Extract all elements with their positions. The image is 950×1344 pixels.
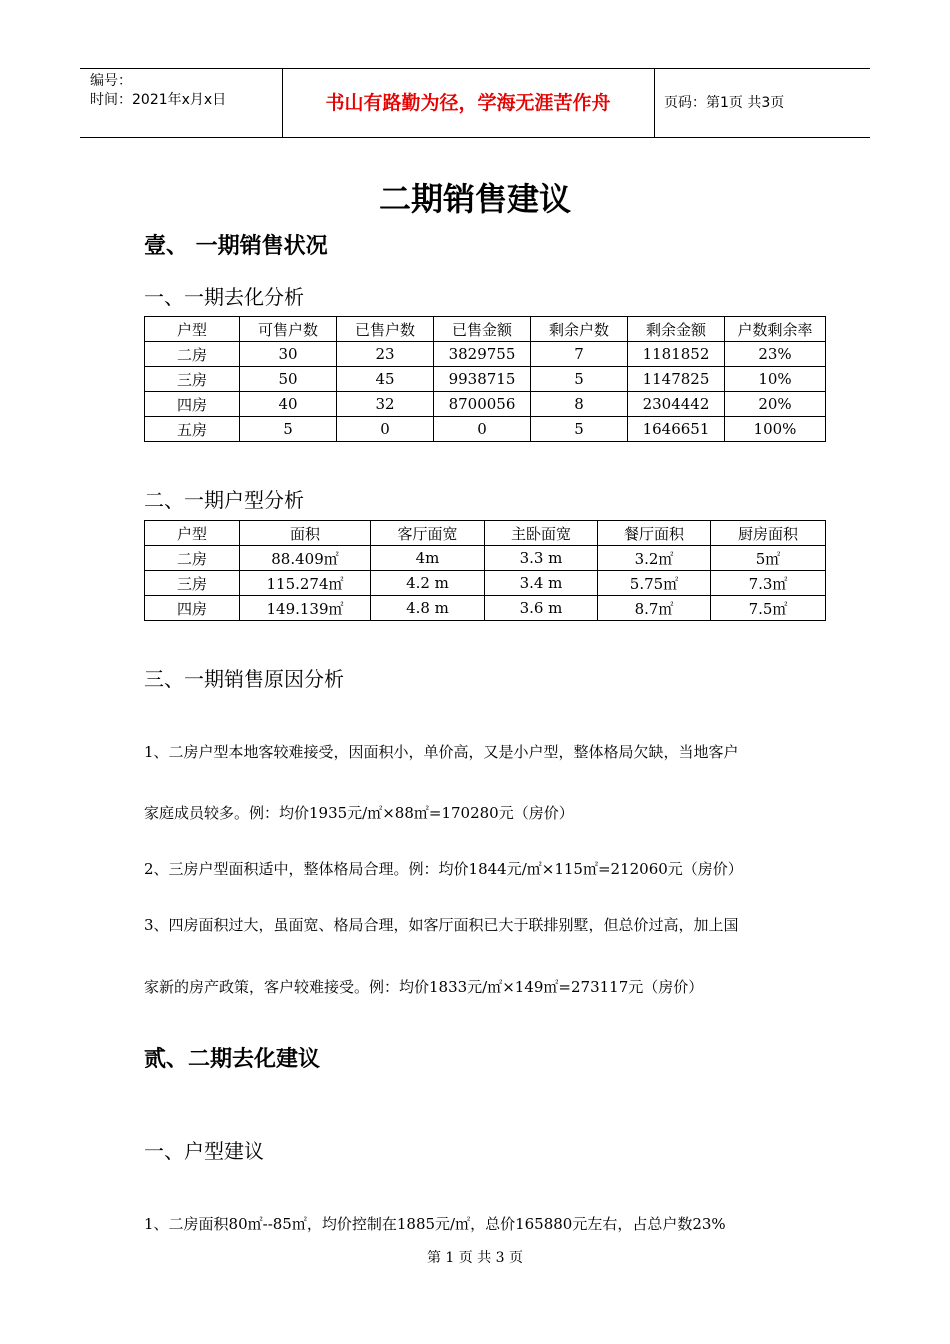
page-info: 页码：第1页 共3页 xyxy=(664,95,785,111)
paragraph-line: 1、二房面积80㎡--85㎡，均价控制在1885元/㎡，总价165880元左右，占总户数23% xyxy=(144,1215,726,1233)
table-cell: 115.274㎡ xyxy=(240,571,371,596)
table-cell: 5 xyxy=(531,417,628,442)
header-meta-cell xyxy=(80,69,283,137)
column-header: 剩余金额 xyxy=(628,317,725,342)
table-cell: 5 xyxy=(240,417,337,442)
section1-sub3-heading: 三、一期销售原因分析 xyxy=(144,667,344,691)
column-header: 面积 xyxy=(240,521,371,546)
table-row xyxy=(145,596,826,621)
table-cell: 40 xyxy=(240,392,337,417)
table-cell: 5㎡ xyxy=(711,546,826,571)
sales-table xyxy=(144,316,826,442)
table-cell: 7 xyxy=(531,342,628,367)
table-cell: 10% xyxy=(725,367,826,392)
table-cell: 23 xyxy=(337,342,434,367)
table-cell: 5.75㎡ xyxy=(598,571,711,596)
section1-sub2-heading: 二、一期户型分析 xyxy=(144,488,304,512)
table-cell: 3.6 m xyxy=(485,596,598,621)
paragraph-line: 2、三房户型面积适中，整体格局合理。例：均价1844元/㎡×115㎡=212060元（房价） xyxy=(144,860,743,878)
column-header: 主卧面宽 xyxy=(485,521,598,546)
table-cell: 100% xyxy=(725,417,826,442)
table-row xyxy=(145,417,826,442)
table-cell: 1181852 xyxy=(628,342,725,367)
table-cell: 7.3㎡ xyxy=(711,571,826,596)
table-cell: 3.2㎡ xyxy=(598,546,711,571)
column-header: 户数剩余率 xyxy=(725,317,826,342)
section2-sub1-heading: 一、户型建议 xyxy=(144,1139,264,1163)
column-header: 户型 xyxy=(145,317,240,342)
time-label: 时间：2021年x月x日 xyxy=(90,92,227,108)
table-row xyxy=(145,392,826,417)
table-cell: 1646651 xyxy=(628,417,725,442)
document-title: 二期销售建议 xyxy=(378,180,571,218)
table-row xyxy=(145,367,826,392)
table-cell: 7.5㎡ xyxy=(711,596,826,621)
table-cell: 20% xyxy=(725,392,826,417)
table-cell: 3.4 m xyxy=(485,571,598,596)
column-header: 剩余户数 xyxy=(531,317,628,342)
table-cell: 88.409㎡ xyxy=(240,546,371,571)
paragraph-line: 家新的房产政策，客户较难接受。例：均价1833元/㎡×149㎡=273117元（房价） xyxy=(144,978,704,996)
table-cell: 30 xyxy=(240,342,337,367)
header-page-cell xyxy=(654,69,870,137)
paragraph-line: 3、四房面积过大，虽面宽、格局合理，如客厅面积已大于联排别墅，但总价过高，加上国 xyxy=(144,916,739,934)
unit-type-table xyxy=(144,520,826,621)
table-cell: 4.2 m xyxy=(371,571,485,596)
column-header: 已售金额 xyxy=(434,317,531,342)
page-footer: 第 1 页 共 3 页 xyxy=(426,1250,524,1266)
document-header xyxy=(80,68,870,138)
section1-heading: 壹、 一期销售状况 xyxy=(144,234,328,259)
table-cell: 50 xyxy=(240,367,337,392)
column-header: 厨房面积 xyxy=(711,521,826,546)
table-cell: 3.3 m xyxy=(485,546,598,571)
table-cell: 二房 xyxy=(145,546,240,571)
motto: 书山有路勤为径，学海无涯苦作舟 xyxy=(325,92,611,114)
paragraph-line: 1、二房户型本地客较难接受，因面积小，单价高，又是小户型，整体格局欠缺，当地客户 xyxy=(144,743,739,761)
table-cell: 8.7㎡ xyxy=(598,596,711,621)
table-cell: 4.8 m xyxy=(371,596,485,621)
table-cell: 四房 xyxy=(145,596,240,621)
column-header: 可售户数 xyxy=(240,317,337,342)
table-header-row xyxy=(145,521,826,546)
table-cell: 0 xyxy=(337,417,434,442)
table-cell: 3829755 xyxy=(434,342,531,367)
table-cell: 五房 xyxy=(145,417,240,442)
table-cell: 2304442 xyxy=(628,392,725,417)
table-cell: 5 xyxy=(531,367,628,392)
table-cell: 三房 xyxy=(145,571,240,596)
section2-heading: 贰、二期去化建议 xyxy=(144,1047,321,1072)
table-cell: 45 xyxy=(337,367,434,392)
table-cell: 32 xyxy=(337,392,434,417)
column-header: 户型 xyxy=(145,521,240,546)
table-cell: 4m xyxy=(371,546,485,571)
paragraph-line: 家庭成员较多。例：均价1935元/㎡×88㎡=170280元（房价） xyxy=(144,804,574,822)
table-cell: 23% xyxy=(725,342,826,367)
table-cell: 0 xyxy=(434,417,531,442)
table-row xyxy=(145,546,826,571)
header-motto-cell xyxy=(282,69,655,137)
table-row xyxy=(145,571,826,596)
table-cell: 1147825 xyxy=(628,367,725,392)
table-header-row xyxy=(145,317,826,342)
section1-sub1-heading: 一、一期去化分析 xyxy=(144,285,304,309)
table-cell: 8700056 xyxy=(434,392,531,417)
column-header: 客厅面宽 xyxy=(371,521,485,546)
column-header: 已售户数 xyxy=(337,317,434,342)
table-cell: 8 xyxy=(531,392,628,417)
table-cell: 四房 xyxy=(145,392,240,417)
table-cell: 149.139㎡ xyxy=(240,596,371,621)
table-row xyxy=(145,342,826,367)
column-header: 餐厅面积 xyxy=(598,521,711,546)
table-cell: 二房 xyxy=(145,342,240,367)
table-cell: 9938715 xyxy=(434,367,531,392)
number-label: 编号： xyxy=(90,73,132,89)
table-cell: 三房 xyxy=(145,367,240,392)
